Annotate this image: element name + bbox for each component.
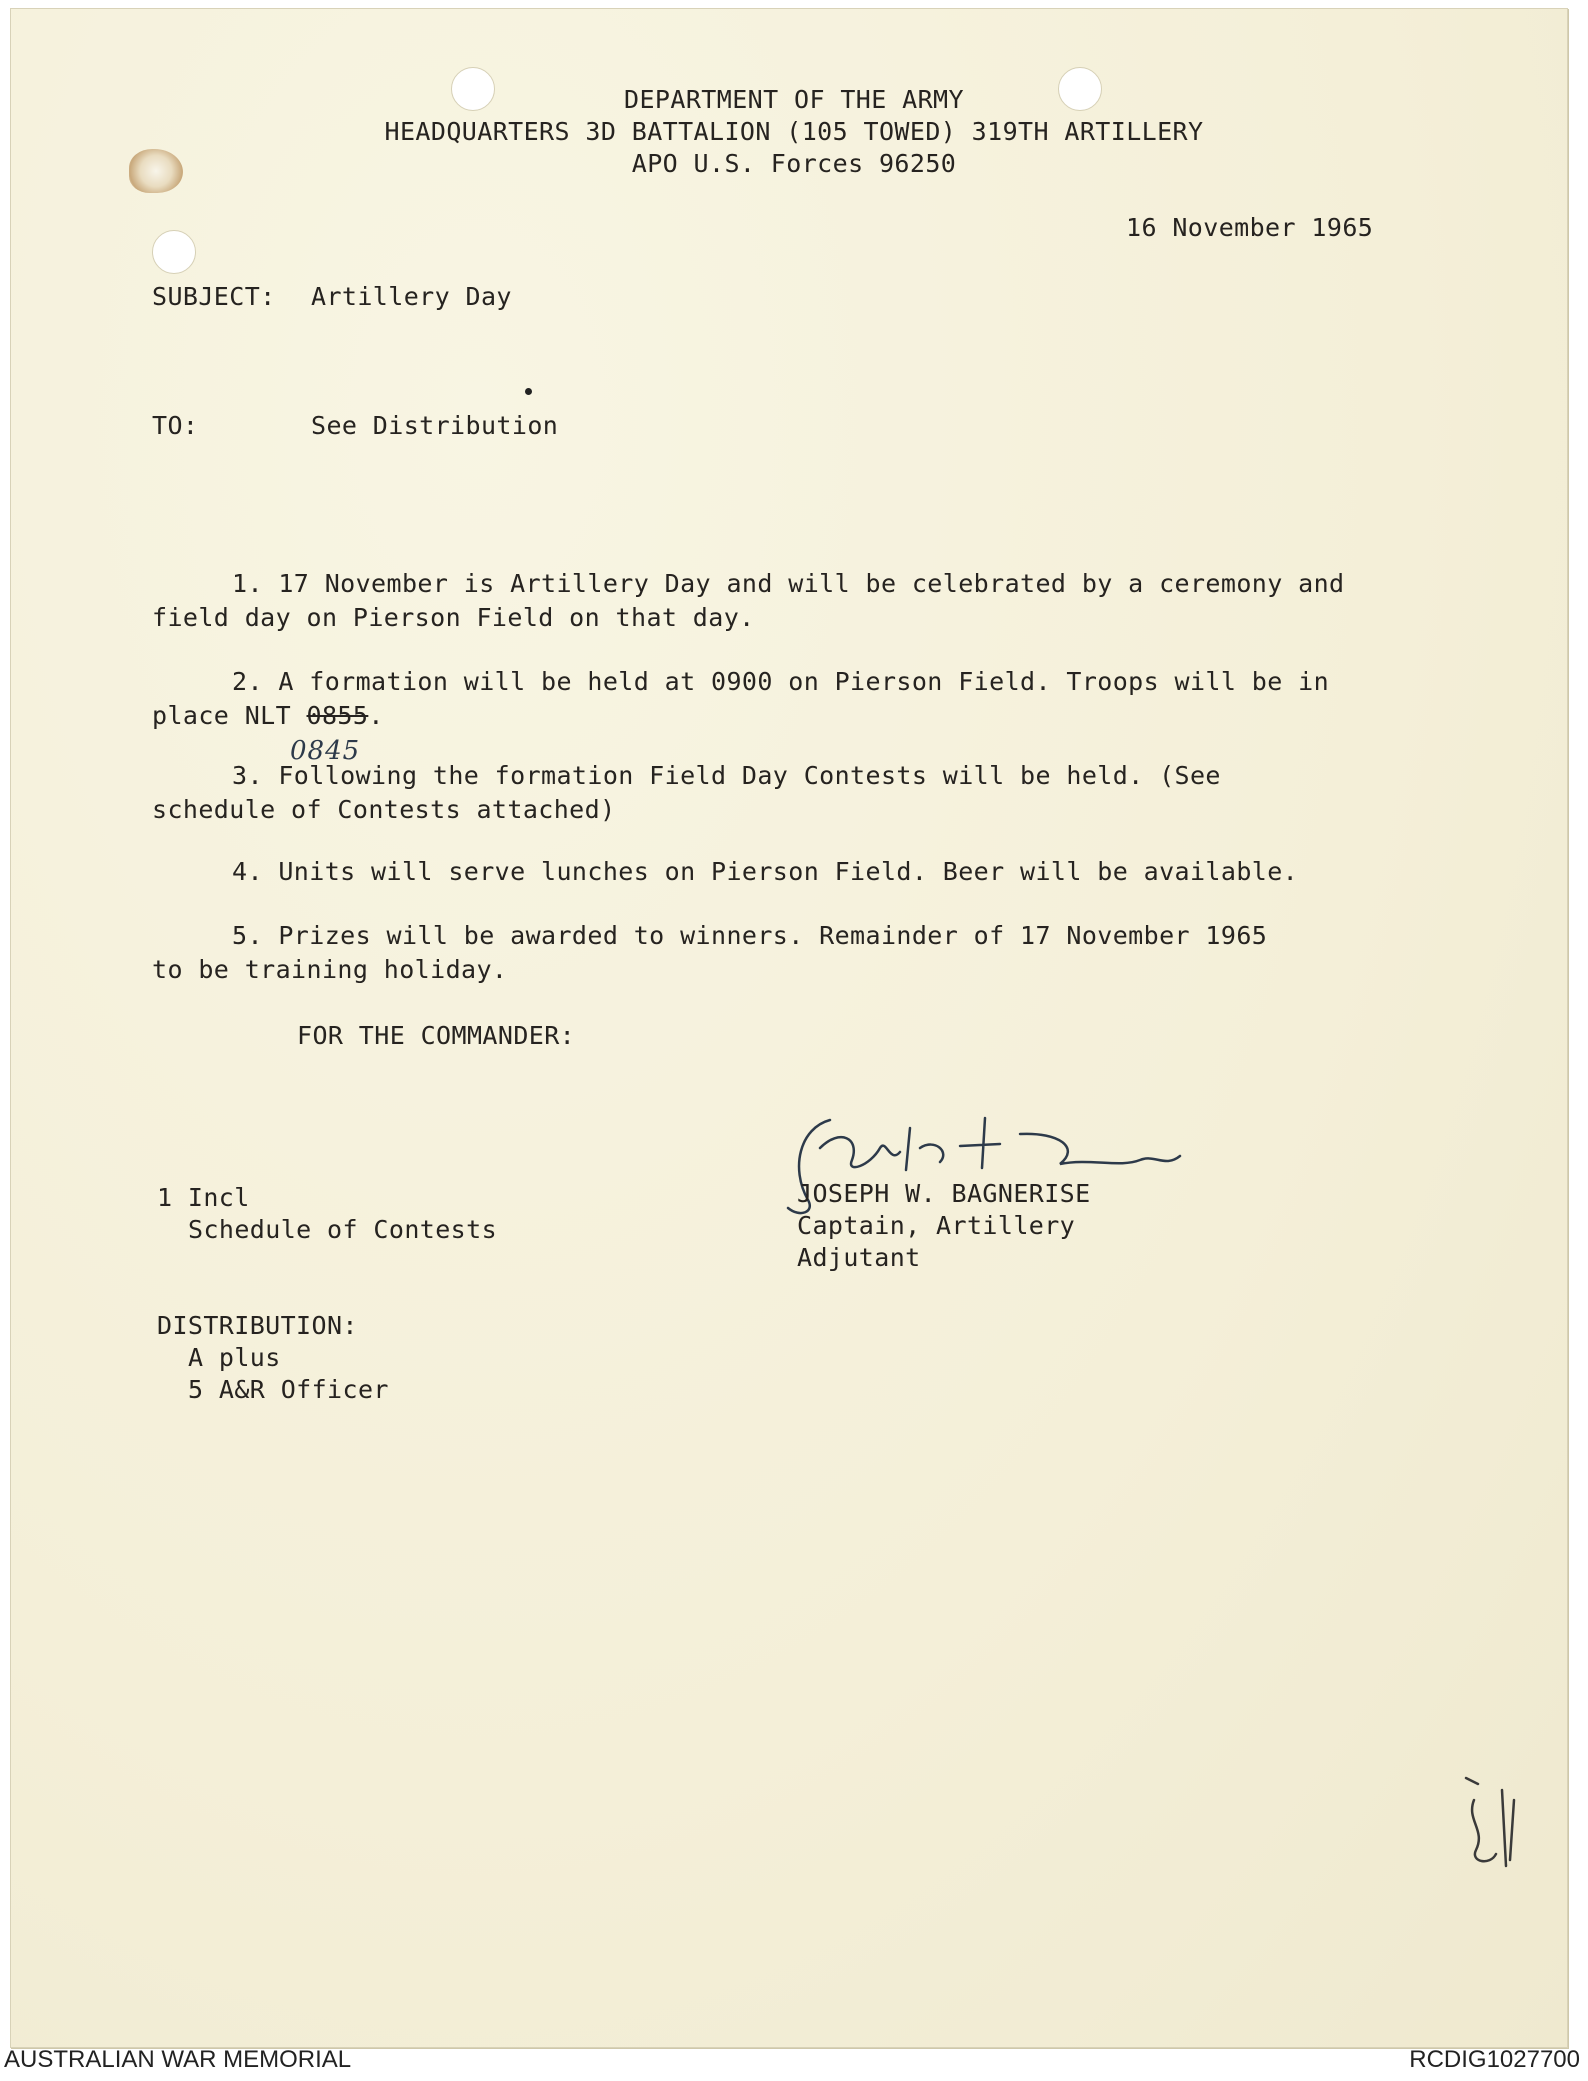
paragraph-4-line-1: 4. Units will serve lunches on Pierson Field. Beer will be available. [232,857,1299,886]
footer-archive-name: AUSTRALIAN WAR MEMORIAL [4,2046,352,2073]
paragraph-2-prefix: place NLT [152,701,307,730]
ink-dot [525,388,532,395]
letterhead-headquarters: HEADQUARTERS 3D BATTALION (105 TOWED) 319TH ARTILLERY [384,117,1204,146]
paragraph-2-line-2 [152,700,384,732]
letterhead-apo: APO U.S. Forces 96250 [631,149,957,178]
paper-sheet [10,8,1568,2048]
paragraph-3-line-1: 3. Following the formation Field Day Contests will be held. (See [232,761,1221,790]
to-label: TO: [152,411,199,440]
paragraph-3-line-2: schedule of Contests attached) [152,795,616,824]
paragraph-2-line-1: 2. A formation will be held at 0900 on Pierson Field. Troops will be in [232,667,1330,696]
distribution-line-1: A plus [188,1343,281,1372]
footer-record-id: RCDIG1027700 [1409,2046,1580,2073]
paragraph-5-line-1: 5. Prizes will be awarded to winners. Remainder of 17 November 1965 [232,921,1268,950]
signatory-rank: Captain, Artillery [797,1211,1076,1240]
paragraph-1-line-2: field day on Pierson Field on that day. [152,603,755,632]
inclosure-count: 1 Incl [157,1183,250,1212]
paragraph-2-suffix: . [368,701,384,730]
subject-value: Artillery Day [311,282,512,311]
paragraph-1-line-1: 1. 17 November is Artillery Day and will be celebrated by a ceremony and [232,569,1345,598]
distribution-line-2: 5 A&R Officer [188,1375,389,1404]
struck-time: 0855 [306,701,369,730]
to-value: See Distribution [311,411,559,440]
document-date: 16 November 1965 [1126,213,1374,242]
paragraph-5-line-2: to be training holiday. [152,955,508,984]
signatory-name: JOSEPH W. BAGNERISE [797,1179,1091,1208]
handwritten-time-correction: 0845 [290,736,361,766]
signatory-title: Adjutant [797,1243,921,1272]
inclosure-item: Schedule of Contests [188,1215,498,1244]
punch-hole-left [152,230,196,274]
subject-label: SUBJECT: [152,282,276,311]
letterhead-department: DEPARTMENT OF THE ARMY [624,85,964,114]
closing-line: FOR THE COMMANDER: [297,1021,576,1050]
distribution-label: DISTRIBUTION: [157,1311,358,1340]
handwritten-initials [1456,1770,1536,1880]
